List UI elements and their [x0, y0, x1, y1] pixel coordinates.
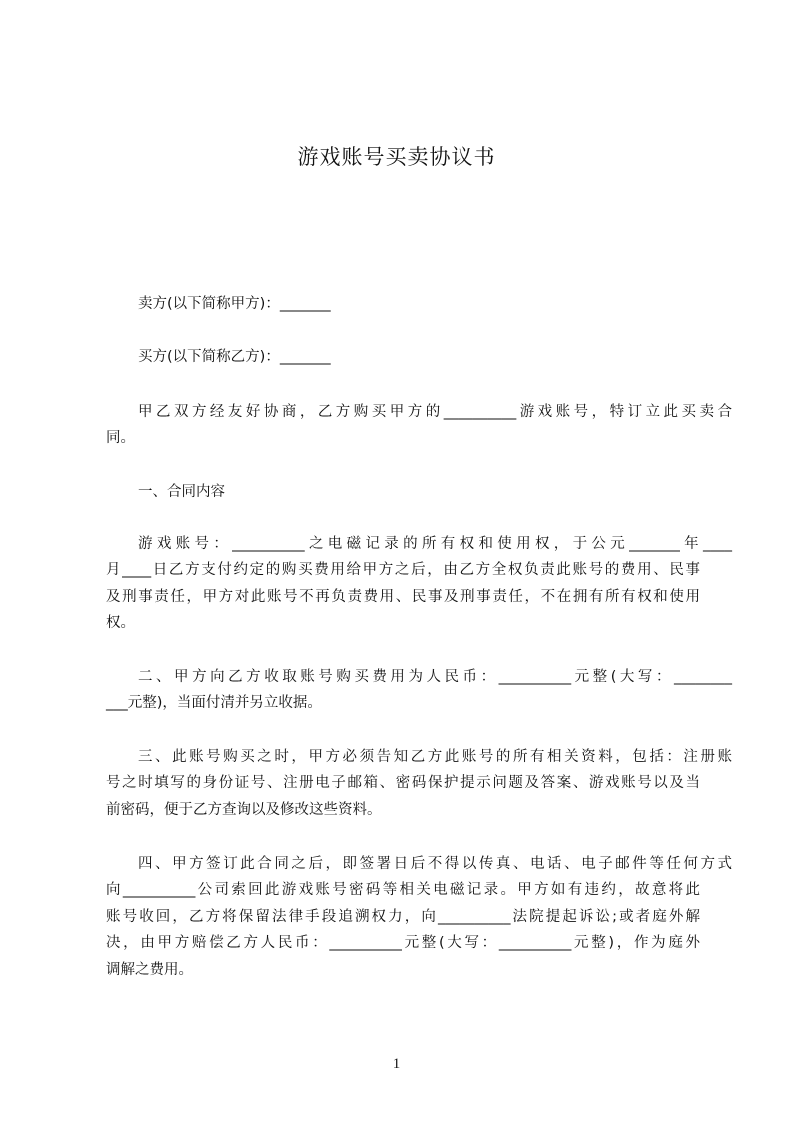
section1-line-2: 月____日乙方支付约定的购买费用给甲方之后，由乙方全权负责此账号的费用、民事 — [106, 562, 700, 578]
buyer-line: 买方(以下简称乙方)：_______ — [138, 349, 331, 365]
section1-line-4: 权。 — [106, 615, 135, 631]
section3-line-3: 前密码，便于乙方查询以及修改这些资料。 — [106, 802, 382, 818]
section4-line-2: 向__________公司索回此游戏账号密码等相关电磁记录。甲方如有违约，故意将此 — [106, 882, 700, 898]
section4-line-1: 四、甲方签订此合同之后，即签署日后不得以传真、电话、电子邮件等任何方式 — [138, 856, 732, 872]
section4-line-5: 调解之费用。 — [106, 962, 193, 978]
section4-line-3: 账号收回，乙方将保留法律手段追溯权力，向__________法院提起诉讼;或者庭外解 — [106, 909, 700, 925]
section3-line-1: 三、此账号购买之时，甲方必须告知乙方此账号的所有相关资料，包括：注册账 — [138, 749, 732, 765]
section4-line-4: 决，由甲方赔偿乙方人民币：__________元整(大写：__________元整)，作为庭外 — [106, 935, 700, 951]
section1-line-3: 及刑事责任，甲方对此账号不再负责费用、民事及刑事责任，不在拥有所有权和使用 — [106, 589, 700, 605]
section2-line-1: 二、甲方向乙方收取账号购买费用为人民币：__________元整(大写：________ — [138, 669, 732, 685]
page-number: 1 — [392, 1056, 401, 1072]
section1-heading: 一、合同内容 — [138, 484, 225, 500]
section1-line-1: 游戏账号：__________之电磁记录的所有权和使用权，于公元_______年____ — [138, 536, 732, 552]
seller-line: 卖方(以下简称甲方)：_______ — [138, 296, 331, 312]
intro-line-1: 甲乙双方经友好协商，乙方购买甲方的__________游戏账号，特订立此买卖合 — [138, 404, 732, 420]
document-title: 游戏账号买卖协议书 — [297, 145, 496, 169]
section3-line-2: 号之时填写的身份证号、注册电子邮箱、密码保护提示问题及答案、游戏账号以及当 — [106, 775, 700, 791]
section2-line-2: ___元整)，当面付清并另立收据。 — [106, 695, 322, 711]
intro-line-2: 同。 — [106, 430, 135, 446]
